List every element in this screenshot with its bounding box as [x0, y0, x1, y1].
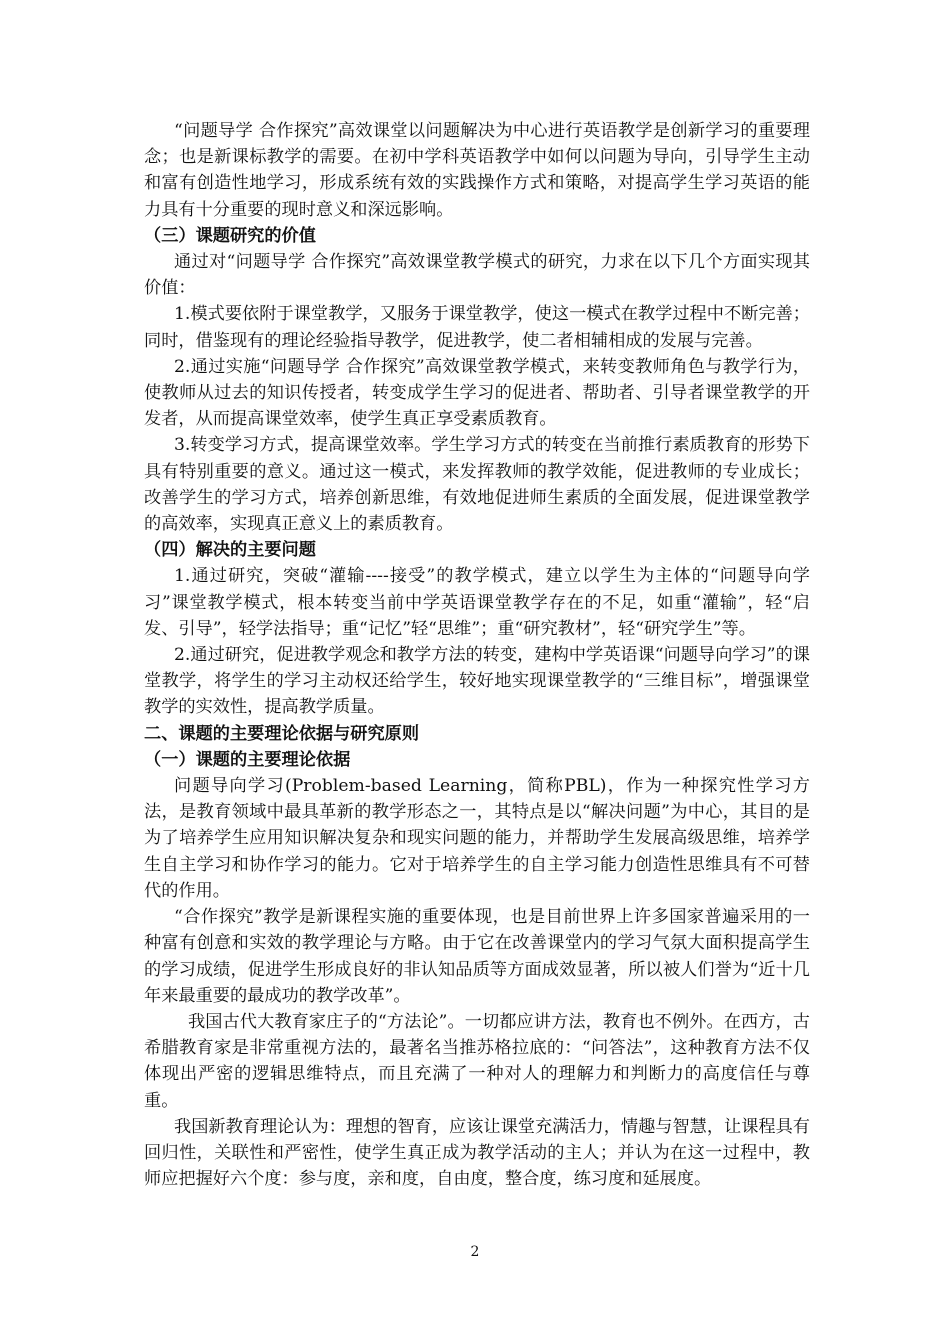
problem-item-1: 1.通过研究，突破“灌输----接受”的教学模式，建立以学生为主体的“问题导向学习”课堂教学模式，根本转变当前中学英语课堂教学存在的不足，如重“灌输”，轻“启发、引导”，轻学法指导；重“记忆”轻“思维”；重“研究教材”，轻“研究学生”等。: [144, 566, 810, 639]
value-item-3: 3.转变学习方式，提高课堂效率。学生学习方式的转变在当前推行素质教育的形势下具有特别重要的意义。通过这一模式，来发挥教师的教学效能，促进教师的专业成长；改善学生的学习方式，培养创新思维，有效地促进师生素质的全面发展，促进课堂教学的高效率，实现真正意义上的素质教育。: [144, 435, 810, 535]
section-heading-main-problems: （四）解决的主要问题: [144, 540, 316, 561]
cooperative-paragraph: “合作探究”教学是新课程实施的重要体现，也是目前世界上许多国家普遍采用的一种富有创意和实效的教学理论与方略。由于它在改善课堂内的学习气氛大面积提高学生的学习成绩，促进学生形成良好的非认知品质等方面成效显著，所以被人们誉为“近十几年来最重要的最成功的教学改革”。: [144, 907, 810, 1006]
pbl-paragraph: 问题导向学习(Problem-based Learning，简称PBL)，作为一种探究性学习方法，是教育领域中最具革新的教学形态之一，其特点是以“解决问题”为中心，其目的是为了培养学生应用知识解决复杂和现实问题的能力，并帮助学生发展高级思维，培养学生自主学习和协作学习的能力。它对于培养学生的自主学习能力创造性思维具有不可替代的作用。: [144, 776, 810, 901]
value-item-1: 1.模式要依附于课堂教学，又服务于课堂教学，使这一模式在教学过程中不断完善；同时，借鉴现有的理论经验指导教学，促进教学，使二者相辅相成的发展与完善。: [144, 304, 810, 351]
intro-paragraph: “问题导学 合作探究”高效课堂以问题解决为中心进行英语教学是创新学习的重要理念；也是新课标教学的需要。在初中学科英语教学中如何以问题为导向，引导学生主动和富有创造性地学习，形成系统有效的实践操作方式和策略，对提高学生学习英语的能力具有十分重要的现时意义和深远影响。: [144, 121, 810, 220]
page-body: [144, 118, 810, 1192]
method-paragraph: 我国古代大教育家庄子的“方法论”。一切都应讲方法，教育也不例外。在西方，古希腊教育家是非常重视方法的，最著名当推苏格拉底的：“问答法”，这种教育方法不仅体现出严密的逻辑思维特点，而且充满了一种对人的理解力和判断力的高度信任与尊重。: [144, 1011, 810, 1111]
page-number: 2: [470, 1244, 480, 1260]
section-heading-research-value: （三）课题研究的价值: [144, 225, 316, 246]
problem-item-2: 2.通过研究，促进教学观念和教学方法的转变，建构中学英语课“问题导向学习”的课堂教学，将学生的学习主动权还给学生，较好地实现课堂教学的“三维目标”，增强课堂教学的实效性，提高教学质量。: [144, 645, 810, 718]
value-intro-paragraph: 通过对“问题导学 合作探究”高效课堂教学模式的研究，力求在以下几个方面实现其价值：: [144, 252, 810, 299]
chapter-heading-theory: 二、课题的主要理论依据与研究原则: [144, 723, 420, 744]
section-heading-theory-basis: （一）课题的主要理论依据: [144, 749, 351, 770]
value-item-2: 2.通过实施“问题导学 合作探究”高效课堂教学模式，来转变教师角色与教学行为，使教师从过去的知识传授者，转变成学生学习的促进者、帮助者、引导者课堂教学的开发者，从而提高课堂效率，使学生真正享受素质教育。: [144, 356, 810, 430]
new-theory-paragraph: 我国新教育理论认为：理想的智育，应该让课堂充满活力，情趣与智慧，让课程具有回归性，关联性和严密性，使学生真正成为教学活动的主人；并认为在这一过程中，教师应把握好六个度：参与度，亲和度，自由度，整合度，练习度和延展度。: [144, 1116, 810, 1190]
